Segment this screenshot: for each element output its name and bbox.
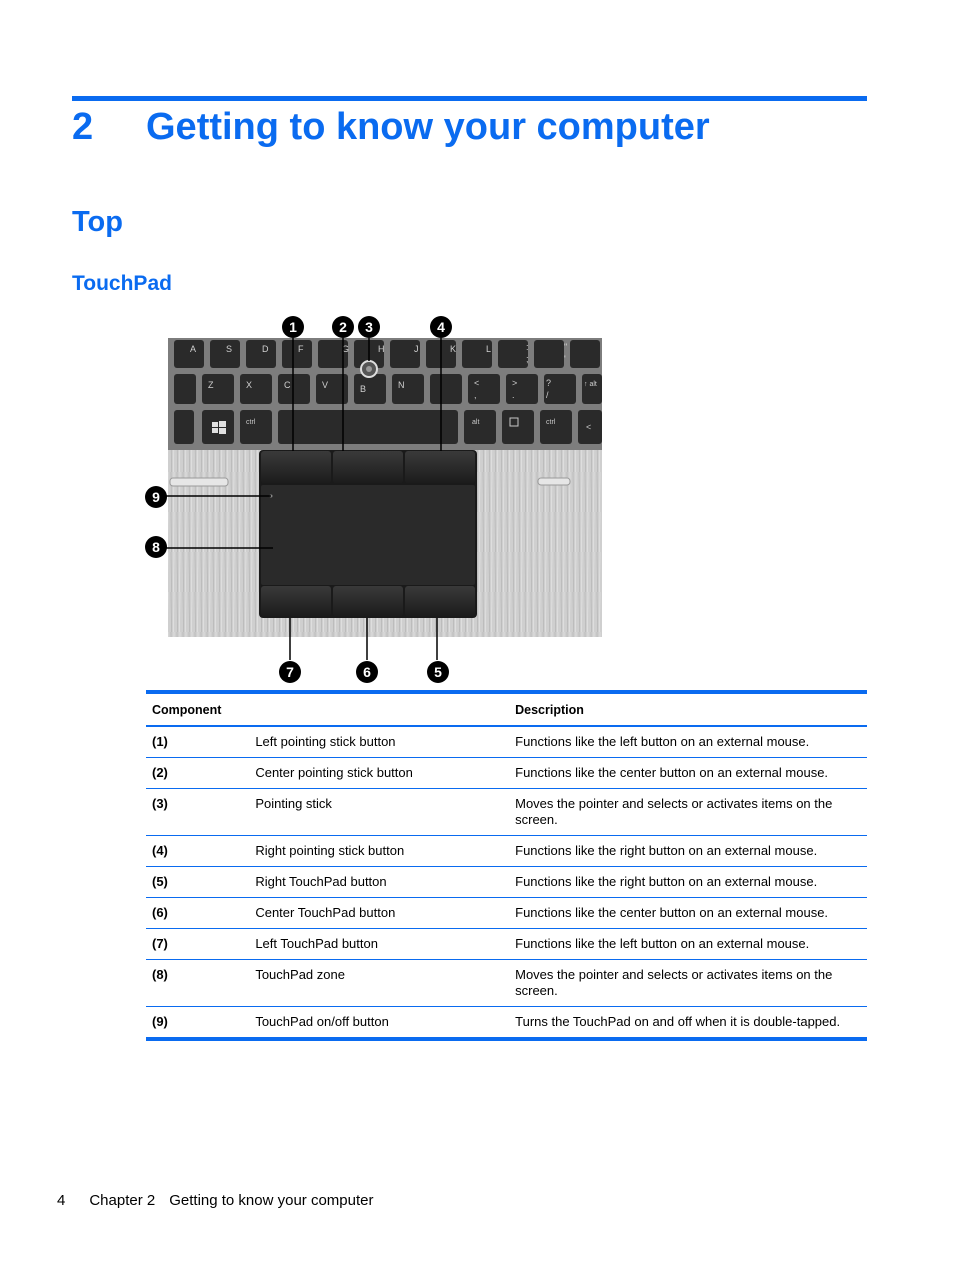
key-label: X (246, 380, 253, 390)
row-component: Center pointing stick button (249, 758, 509, 789)
key-label: A (190, 344, 197, 354)
row-component: Right pointing stick button (249, 836, 509, 867)
table-row (146, 898, 867, 929)
key-label: L (486, 344, 492, 354)
svg-text:7: 7 (286, 664, 294, 680)
callout-7 (279, 661, 301, 683)
chapter-title: Getting to know your computer (146, 106, 710, 148)
callout-2 (332, 316, 354, 338)
key-label: < (474, 378, 480, 388)
key-label: K (450, 344, 457, 354)
key-label: ↑ alt (584, 381, 597, 388)
row-description: Functions like the center button on an external mouse. (509, 758, 867, 789)
page-number: 4 (57, 1192, 66, 1209)
key-label: , (474, 390, 477, 400)
touchpad-illustration (140, 312, 615, 686)
chapter-number: 2 (72, 106, 94, 148)
touchpad-zone (261, 485, 475, 585)
row-component: Pointing stick (249, 789, 509, 836)
key-label: B (360, 384, 367, 394)
key-label: D (262, 344, 269, 354)
row-description: Turns the TouchPad on and off when it is double-tapped. (509, 1007, 867, 1040)
svg-text:9: 9 (152, 489, 160, 505)
key-label: " (564, 342, 568, 352)
table-row (146, 836, 867, 867)
row-component: TouchPad on/off button (249, 1007, 509, 1040)
table-row (146, 1007, 867, 1040)
spacebar (278, 410, 458, 444)
key-label: . (512, 390, 515, 400)
svg-text:8: 8 (152, 539, 160, 555)
svg-text:5: 5 (434, 664, 442, 680)
row-description: Functions like the center button on an external mouse. (509, 898, 867, 929)
key-label: ? (546, 378, 552, 388)
footer-chapter-title: Getting to know your computer (169, 1192, 374, 1209)
row-component: Left TouchPad button (249, 929, 509, 960)
row-component: TouchPad zone (249, 960, 509, 1007)
component-table (146, 690, 867, 1041)
table-row (146, 960, 867, 1007)
page-footer (57, 1192, 373, 1209)
row-description: Functions like the left button on an external mouse. (509, 929, 867, 960)
key-label: alt (472, 419, 480, 426)
description-header: Description (509, 692, 867, 726)
svg-text:3: 3 (365, 319, 373, 335)
svg-text:6: 6 (363, 664, 371, 680)
footer-chapter-label: Chapter 2 (89, 1192, 156, 1209)
svg-text:2: 2 (339, 319, 347, 335)
callout-3 (358, 316, 380, 338)
row-number: (5) (146, 867, 249, 898)
table-row (146, 867, 867, 898)
component-header: Component (146, 692, 509, 726)
svg-text:4: 4 (437, 319, 445, 335)
touchpad-figure (140, 312, 615, 686)
right-pointing-stick-button (405, 451, 475, 483)
right-speaker-slot (538, 478, 570, 485)
callout-4 (430, 316, 452, 338)
row-component: Right TouchPad button (249, 867, 509, 898)
subsection-title: TouchPad (72, 272, 172, 295)
key-label: V (322, 380, 329, 390)
key-label: C (284, 380, 291, 390)
key-label: : (526, 342, 529, 352)
key-label: N (398, 380, 405, 390)
table-header-row (146, 692, 867, 726)
row-number: (7) (146, 929, 249, 960)
callout-1 (282, 316, 304, 338)
row-number: (4) (146, 836, 249, 867)
key-label: F (298, 344, 304, 354)
table-row (146, 758, 867, 789)
key-label: ctrl (546, 419, 556, 426)
row-number: (2) (146, 758, 249, 789)
table-row (146, 929, 867, 960)
callout-5 (427, 661, 449, 683)
key-label: ; (526, 354, 529, 364)
row-number: (3) (146, 789, 249, 836)
row-description: Functions like the right button on an external mouse. (509, 836, 867, 867)
key-label: ' (564, 354, 566, 364)
row-component: Left pointing stick button (249, 726, 509, 758)
key-label: ctrl (246, 419, 256, 426)
key-label: / (546, 390, 549, 400)
center-pointing-stick-button (333, 451, 403, 483)
key-label: H (378, 344, 385, 354)
key-label: G (342, 344, 350, 354)
key-label: Z (208, 380, 214, 390)
callout-8 (145, 536, 167, 558)
table-row (146, 789, 867, 836)
key-label: > (512, 378, 518, 388)
left-pointing-stick-button (261, 451, 331, 483)
left-speaker-slot (170, 478, 228, 486)
key-label: S (226, 344, 233, 354)
row-description: Moves the pointer and selects or activates items on the screen. (509, 960, 867, 1007)
row-description: Moves the pointer and selects or activates items on the screen. (509, 789, 867, 836)
row-description: Functions like the right button on an external mouse. (509, 867, 867, 898)
row-number: (6) (146, 898, 249, 929)
chapter-rule (72, 96, 867, 101)
row-number: (1) (146, 726, 249, 758)
row-component: Center TouchPad button (249, 898, 509, 929)
svg-text:1: 1 (289, 319, 297, 335)
row-description: Functions like the left button on an external mouse. (509, 726, 867, 758)
row-number: (8) (146, 960, 249, 1007)
callout-6 (356, 661, 378, 683)
row-number: (9) (146, 1007, 249, 1040)
section-title: Top (72, 206, 123, 238)
right-touchpad-button (405, 586, 475, 616)
left-touchpad-button (261, 586, 331, 616)
pointing-stick-center (366, 366, 372, 372)
callout-9 (145, 486, 167, 508)
center-touchpad-button (333, 586, 403, 616)
key-label: < (586, 422, 592, 432)
key-label: J (414, 344, 419, 354)
table-row (146, 726, 867, 758)
